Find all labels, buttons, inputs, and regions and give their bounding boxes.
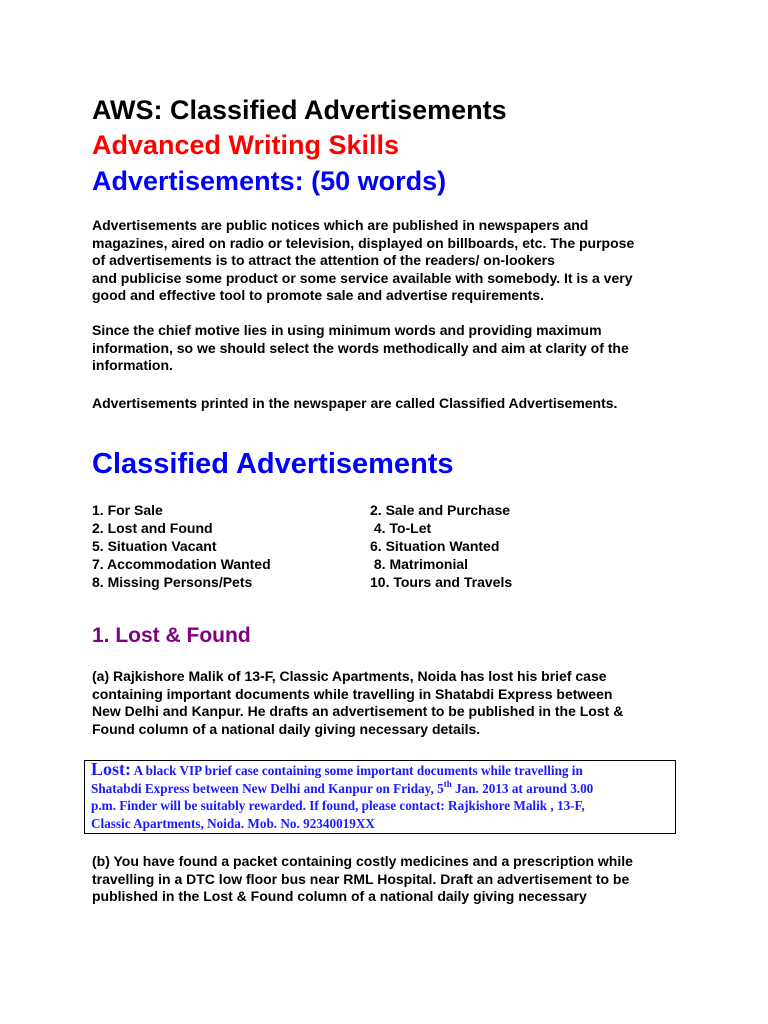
- text-line: and publicise some product or some service available with somebody. It is a very: [92, 269, 633, 286]
- text-line: Found column of a national daily giving necessary details.: [92, 720, 481, 737]
- question-b-paragraph: [92, 853, 692, 906]
- document-title: AWS: Classified Advertisements: [92, 95, 507, 125]
- intro-paragraph-3: [92, 395, 692, 413]
- subtitle-advanced-writing-skills: Advanced Writing Skills: [92, 130, 400, 160]
- category-row: [92, 501, 712, 519]
- category-item: 10. Tours and Travels: [370, 574, 513, 590]
- text-line: (b) You have found a packet containing costly medicines and a prescription while: [92, 853, 633, 869]
- text-line: information, so we should select the words methodically and aim at clarity of the: [92, 339, 629, 356]
- category-row: [92, 573, 712, 591]
- text-line: published in the Lost & Found column of a national daily giving necessary: [92, 888, 587, 904]
- subtitle-advertisements-50-words: Advertisements: (50 words): [92, 166, 447, 196]
- ad-line: Classic Apartments, Noida. Mob. No. 92340019XX: [91, 815, 375, 831]
- text-line: Advertisements are public notices which are published in newspapers and: [92, 217, 589, 233]
- category-item: 1. For Sale: [92, 502, 163, 518]
- text-line: Since the chief motive lies in using minimum words and providing maximum: [92, 322, 602, 338]
- category-list: [92, 501, 712, 591]
- category-row: [92, 519, 712, 537]
- ad-line: [91, 761, 675, 780]
- text-line: magazines, aired on radio or television, displayed on billboards, etc. The purpose: [92, 234, 635, 251]
- ad-text: Shatabdi Express between New Delhi and Kanpur on Friday, 5: [91, 780, 444, 796]
- category-item: 6. Situation Wanted: [370, 538, 500, 554]
- category-item: 8. Matrimonial: [370, 556, 469, 572]
- text-line: New Delhi and Kanpur. He drafts an advertisement to be published in the Lost &: [92, 703, 624, 719]
- text-line: Advertisements printed in the newspaper are called Classified Advertisements.: [92, 395, 618, 411]
- text-line: good and effective tool to promote sale and advertise requirements.: [92, 287, 544, 303]
- category-item: 7. Accommodation Wanted: [92, 556, 271, 572]
- text-line: travelling in a DTC low floor bus near RML Hospital. Draft an advertisement to be: [92, 870, 630, 887]
- text-line: containing important documents while travelling in Shatabdi Express between: [92, 685, 613, 702]
- category-row: [92, 537, 712, 555]
- category-item: 2. Sale and Purchase: [370, 502, 511, 518]
- section-heading-classified: Classified Advertisements: [92, 448, 454, 480]
- sample-advertisement-box: [84, 760, 676, 834]
- category-item: 8. Missing Persons/Pets: [92, 574, 253, 590]
- question-a-paragraph: [92, 668, 692, 738]
- category-item: 4. To-Let: [370, 520, 432, 536]
- category-item: 5. Situation Vacant: [92, 538, 217, 554]
- ad-superscript: th: [443, 778, 452, 789]
- category-item: 2. Lost and Found: [92, 520, 213, 536]
- ad-text: A black VIP brief case containing some important documents while travelling in: [131, 763, 583, 778]
- ad-text: Jan. 2013 at around 3.00: [451, 780, 594, 796]
- text-line: information.: [92, 357, 173, 373]
- text-line: (a) Rajkishore Malik of 13-F, Classic Apartments, Noida has lost his brief case: [92, 668, 607, 684]
- intro-paragraph-2: [92, 322, 692, 375]
- ad-lead-word: Lost:: [91, 759, 131, 779]
- category-row: [92, 555, 712, 573]
- ad-line: p.m. Finder will be suitably rewarded. If found, please contact: Rajkishore Malik , 13-F,: [91, 798, 585, 813]
- section-heading-lost-found: 1. Lost & Found: [92, 624, 251, 647]
- ad-line: [91, 780, 675, 798]
- intro-paragraph-1: [92, 217, 692, 305]
- text-line: of advertisements is to attract the attention of the readers/ on-lookers: [92, 252, 555, 268]
